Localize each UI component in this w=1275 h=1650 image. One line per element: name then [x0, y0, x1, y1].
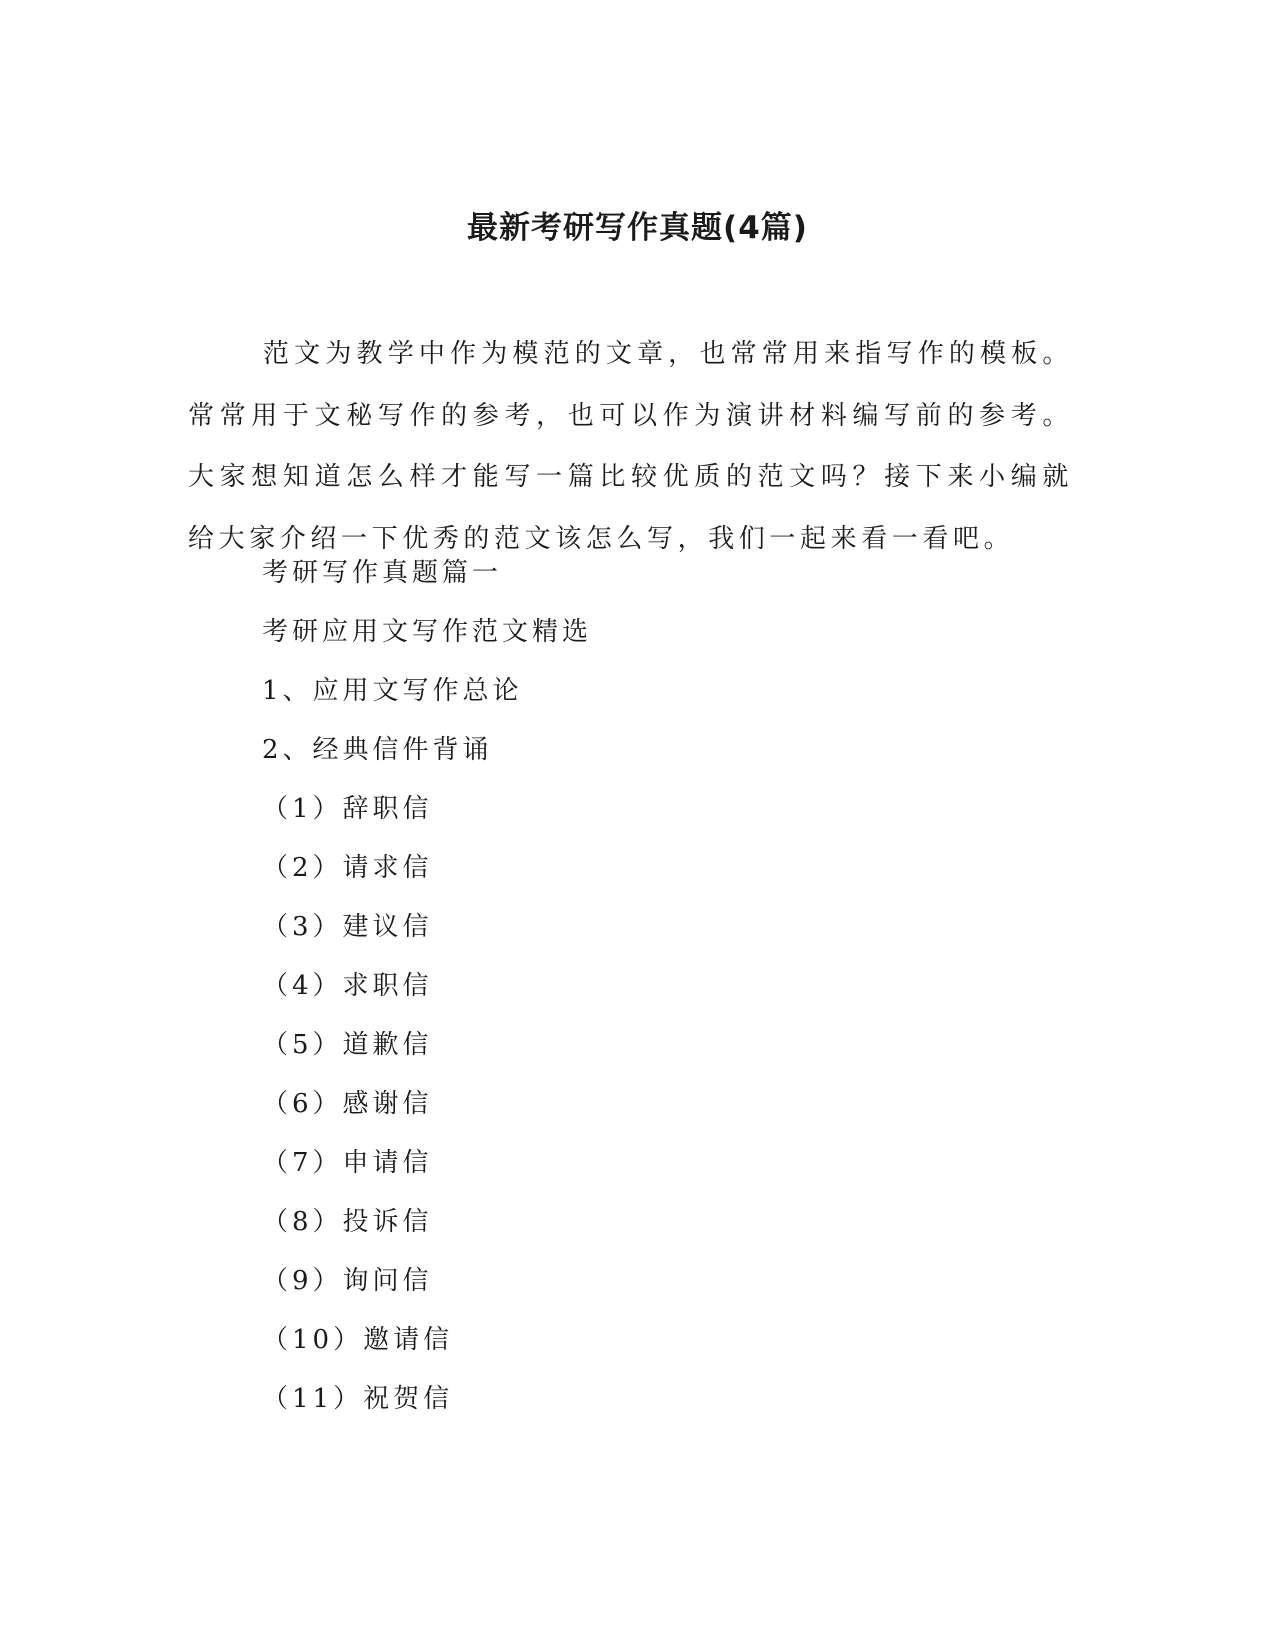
list-item: 1、应用文写作总论 [262, 676, 523, 706]
subheading: 考研应用文写作范文精选 [262, 617, 593, 647]
section-heading: 考研写作真题篇一 [262, 558, 503, 588]
intro-paragraph: 范文为教学中作为模范的文章，也常常用来指写作的模板。常常用于文秘写作的参考，也可以作为演讲材料编写前的参考。大家想知道怎么样才能写一篇比较优质的范文吗？接下来小编就给大家介绍一下优秀的范文该怎么写，我们一起来看一看吧。 [188, 339, 1073, 554]
document-title: 最新考研写作真题(4篇) [467, 210, 808, 246]
letter-item: （3）建议信 [262, 912, 433, 942]
letter-item: （4）求职信 [262, 971, 433, 1001]
letter-item: （10）邀请信 [262, 1325, 454, 1355]
letter-item: （2）请求信 [262, 853, 433, 883]
letter-item: （9）询问信 [262, 1266, 433, 1296]
letter-item: （7）申请信 [262, 1148, 433, 1178]
letter-item: （1）辞职信 [262, 794, 433, 824]
letter-item: （8）投诉信 [262, 1207, 433, 1237]
letter-item: （5）道歉信 [262, 1030, 433, 1060]
letter-item: （6）感谢信 [262, 1089, 433, 1119]
letter-item: （11）祝贺信 [262, 1384, 454, 1414]
list-item: 2、经典信件背诵 [262, 735, 493, 765]
